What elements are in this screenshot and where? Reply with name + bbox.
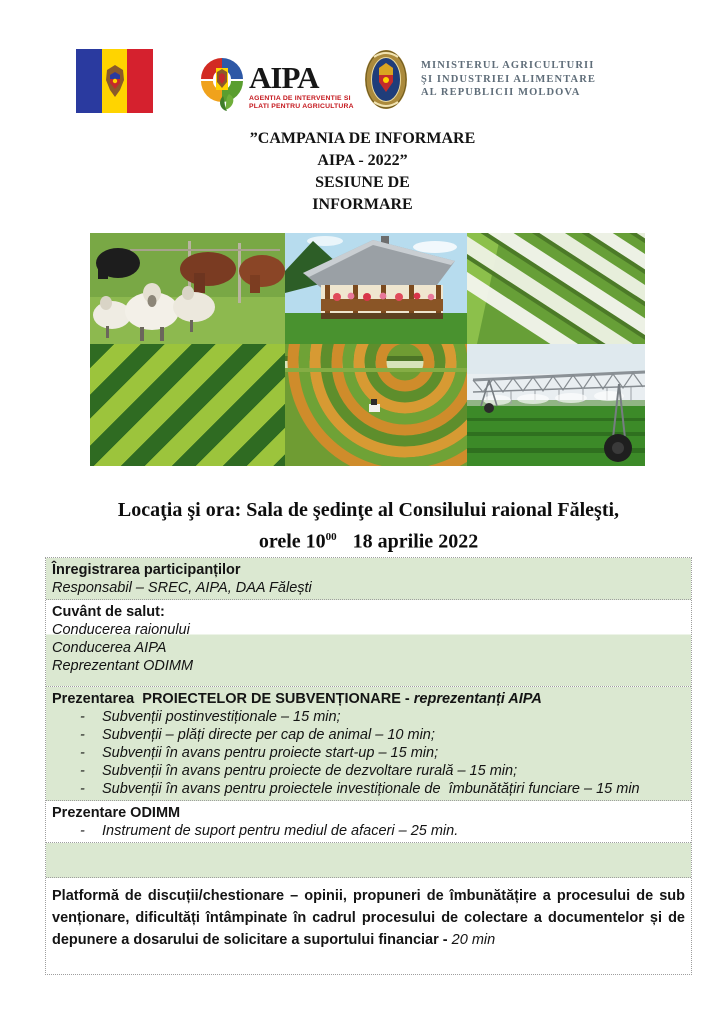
title-line-1: ”CAMPANIA DE INFORMARE <box>249 130 476 147</box>
aipa-caption: AGENTIA DE INTERVENTIE SI PLATI PENTRU AGRICULTURA <box>249 95 354 110</box>
agenda-text <box>52 639 685 657</box>
moldova-coat-of-arms-icon <box>104 64 126 98</box>
campaign-title <box>0 128 725 216</box>
agenda-section <box>46 687 691 801</box>
agenda-text-run: Subvenții în avans pentru proiecte de dezvoltare rurală – 15 min; <box>102 763 518 779</box>
aipa-acronym: AIPA <box>249 60 319 95</box>
agenda-text-run: Subvenții în avans pentru proiecte start-up – 15 min; <box>102 745 439 761</box>
agenda-title <box>52 603 685 621</box>
agenda-section <box>46 843 691 878</box>
location-line-1: Locaţia şi ora: Sala de şedinţe al Consilului raional Făleşti, <box>117 499 620 521</box>
agenda-text-run: Conducerea AIPA <box>52 640 167 656</box>
ministry-seal-icon <box>364 49 408 110</box>
title-line-3: SESIUNE DE <box>315 174 410 191</box>
agenda-section <box>46 878 691 974</box>
moldova-flag-icon <box>76 49 153 113</box>
flag-yellow-stripe <box>102 49 128 113</box>
location-line-2 <box>45 524 692 556</box>
agenda-text-run: Subvenții – plăți directe per cap de animal – 10 min; <box>102 727 435 743</box>
bullet-dash: - <box>80 727 85 743</box>
agenda-text-run: Cuvânt de salut: <box>52 604 165 620</box>
agenda-text-run: Instrument de suport pentru mediul de afaceri – 25 min. <box>102 823 459 839</box>
ministry-name: MINISTERUL AGRICULTURII ŞI INDUSTRIEI ALIMENTARE AL REPUBLICII MOLDOVA <box>421 60 596 98</box>
agenda-item <box>52 708 685 726</box>
agenda-text-run: Prezentarea PROIECTELOR DE SUBVENȚIONARE - <box>52 691 414 707</box>
agenda-table <box>45 557 692 975</box>
bullet-dash: - <box>80 823 85 839</box>
agenda-para <box>52 885 685 951</box>
agenda-title <box>52 690 685 708</box>
ministry-logo <box>364 49 596 110</box>
orchard-blossom-photo <box>467 233 645 344</box>
agenda-text-run: Subvenții postinvestiționale – 15 min; <box>102 709 341 725</box>
location-time-superscript: 00 <box>325 531 337 543</box>
agenda-text-run: Responsabil – SREC, AIPA, DAA Fălești <box>52 580 312 596</box>
agenda-section <box>46 600 691 687</box>
agenda-item <box>52 762 685 780</box>
agenda-item <box>52 780 685 798</box>
flag-red-stripe <box>127 49 153 113</box>
agenda-text-run: Subvenții în avans pentru proiectele investiționale de îmbunătățiri funciare – 15 min <box>102 781 640 797</box>
agenda-title <box>52 561 685 579</box>
traditional-house-photo <box>285 233 467 344</box>
agenda-title <box>52 804 685 822</box>
livestock-pasture-photo <box>90 233 285 344</box>
location-time: orele 10 <box>258 530 326 553</box>
agenda-text <box>52 657 685 675</box>
agenda-section <box>46 558 691 600</box>
agenda-text <box>52 621 685 639</box>
agenda-item <box>52 822 685 840</box>
photo-collage <box>90 233 645 466</box>
aipa-logo-text <box>249 56 354 111</box>
location-date: 18 aprilie 2022 <box>352 530 479 553</box>
agenda-text-run: Înregistrarea participanților <box>52 562 241 578</box>
agenda-section <box>46 801 691 843</box>
bullet-dash: - <box>80 781 85 797</box>
title-line-4: INFORMARE <box>312 196 413 213</box>
striped-field-photo <box>90 344 285 466</box>
agenda-item <box>52 744 685 762</box>
agenda-item <box>52 726 685 744</box>
flag-blue-stripe <box>76 49 102 113</box>
title-line-2: AIPA - 2022” <box>317 152 408 169</box>
agenda-text-run: 20 min <box>451 932 496 948</box>
bullet-dash: - <box>80 745 85 761</box>
location-heading <box>45 497 692 556</box>
agenda-text-run: Reprezentant ODIMM <box>52 658 194 674</box>
irrigation-pivot-photo <box>467 344 645 466</box>
aipa-logo <box>199 56 354 114</box>
agenda-text-run: Platformă de discuții/chestionare – opinii, propuneri de îmbunătățire a procesului de sub venționare, dificultăți întâmpinate în cadrul procesului de colectare a documentelor și de depunere a dosarului de solicitare a suportului financiar - <box>52 888 685 948</box>
agenda-text-run: Prezentare ODIMM <box>52 805 181 821</box>
bullet-dash: - <box>80 709 85 725</box>
agenda-text-run: reprezentanți AIPA <box>413 691 542 707</box>
curved-crop-rows-photo <box>285 344 467 466</box>
bullet-dash: - <box>80 763 85 779</box>
aipa-emblem-icon <box>199 56 245 114</box>
agenda-text <box>52 579 685 597</box>
agenda-text-run: Conducerea raionului <box>52 622 190 638</box>
